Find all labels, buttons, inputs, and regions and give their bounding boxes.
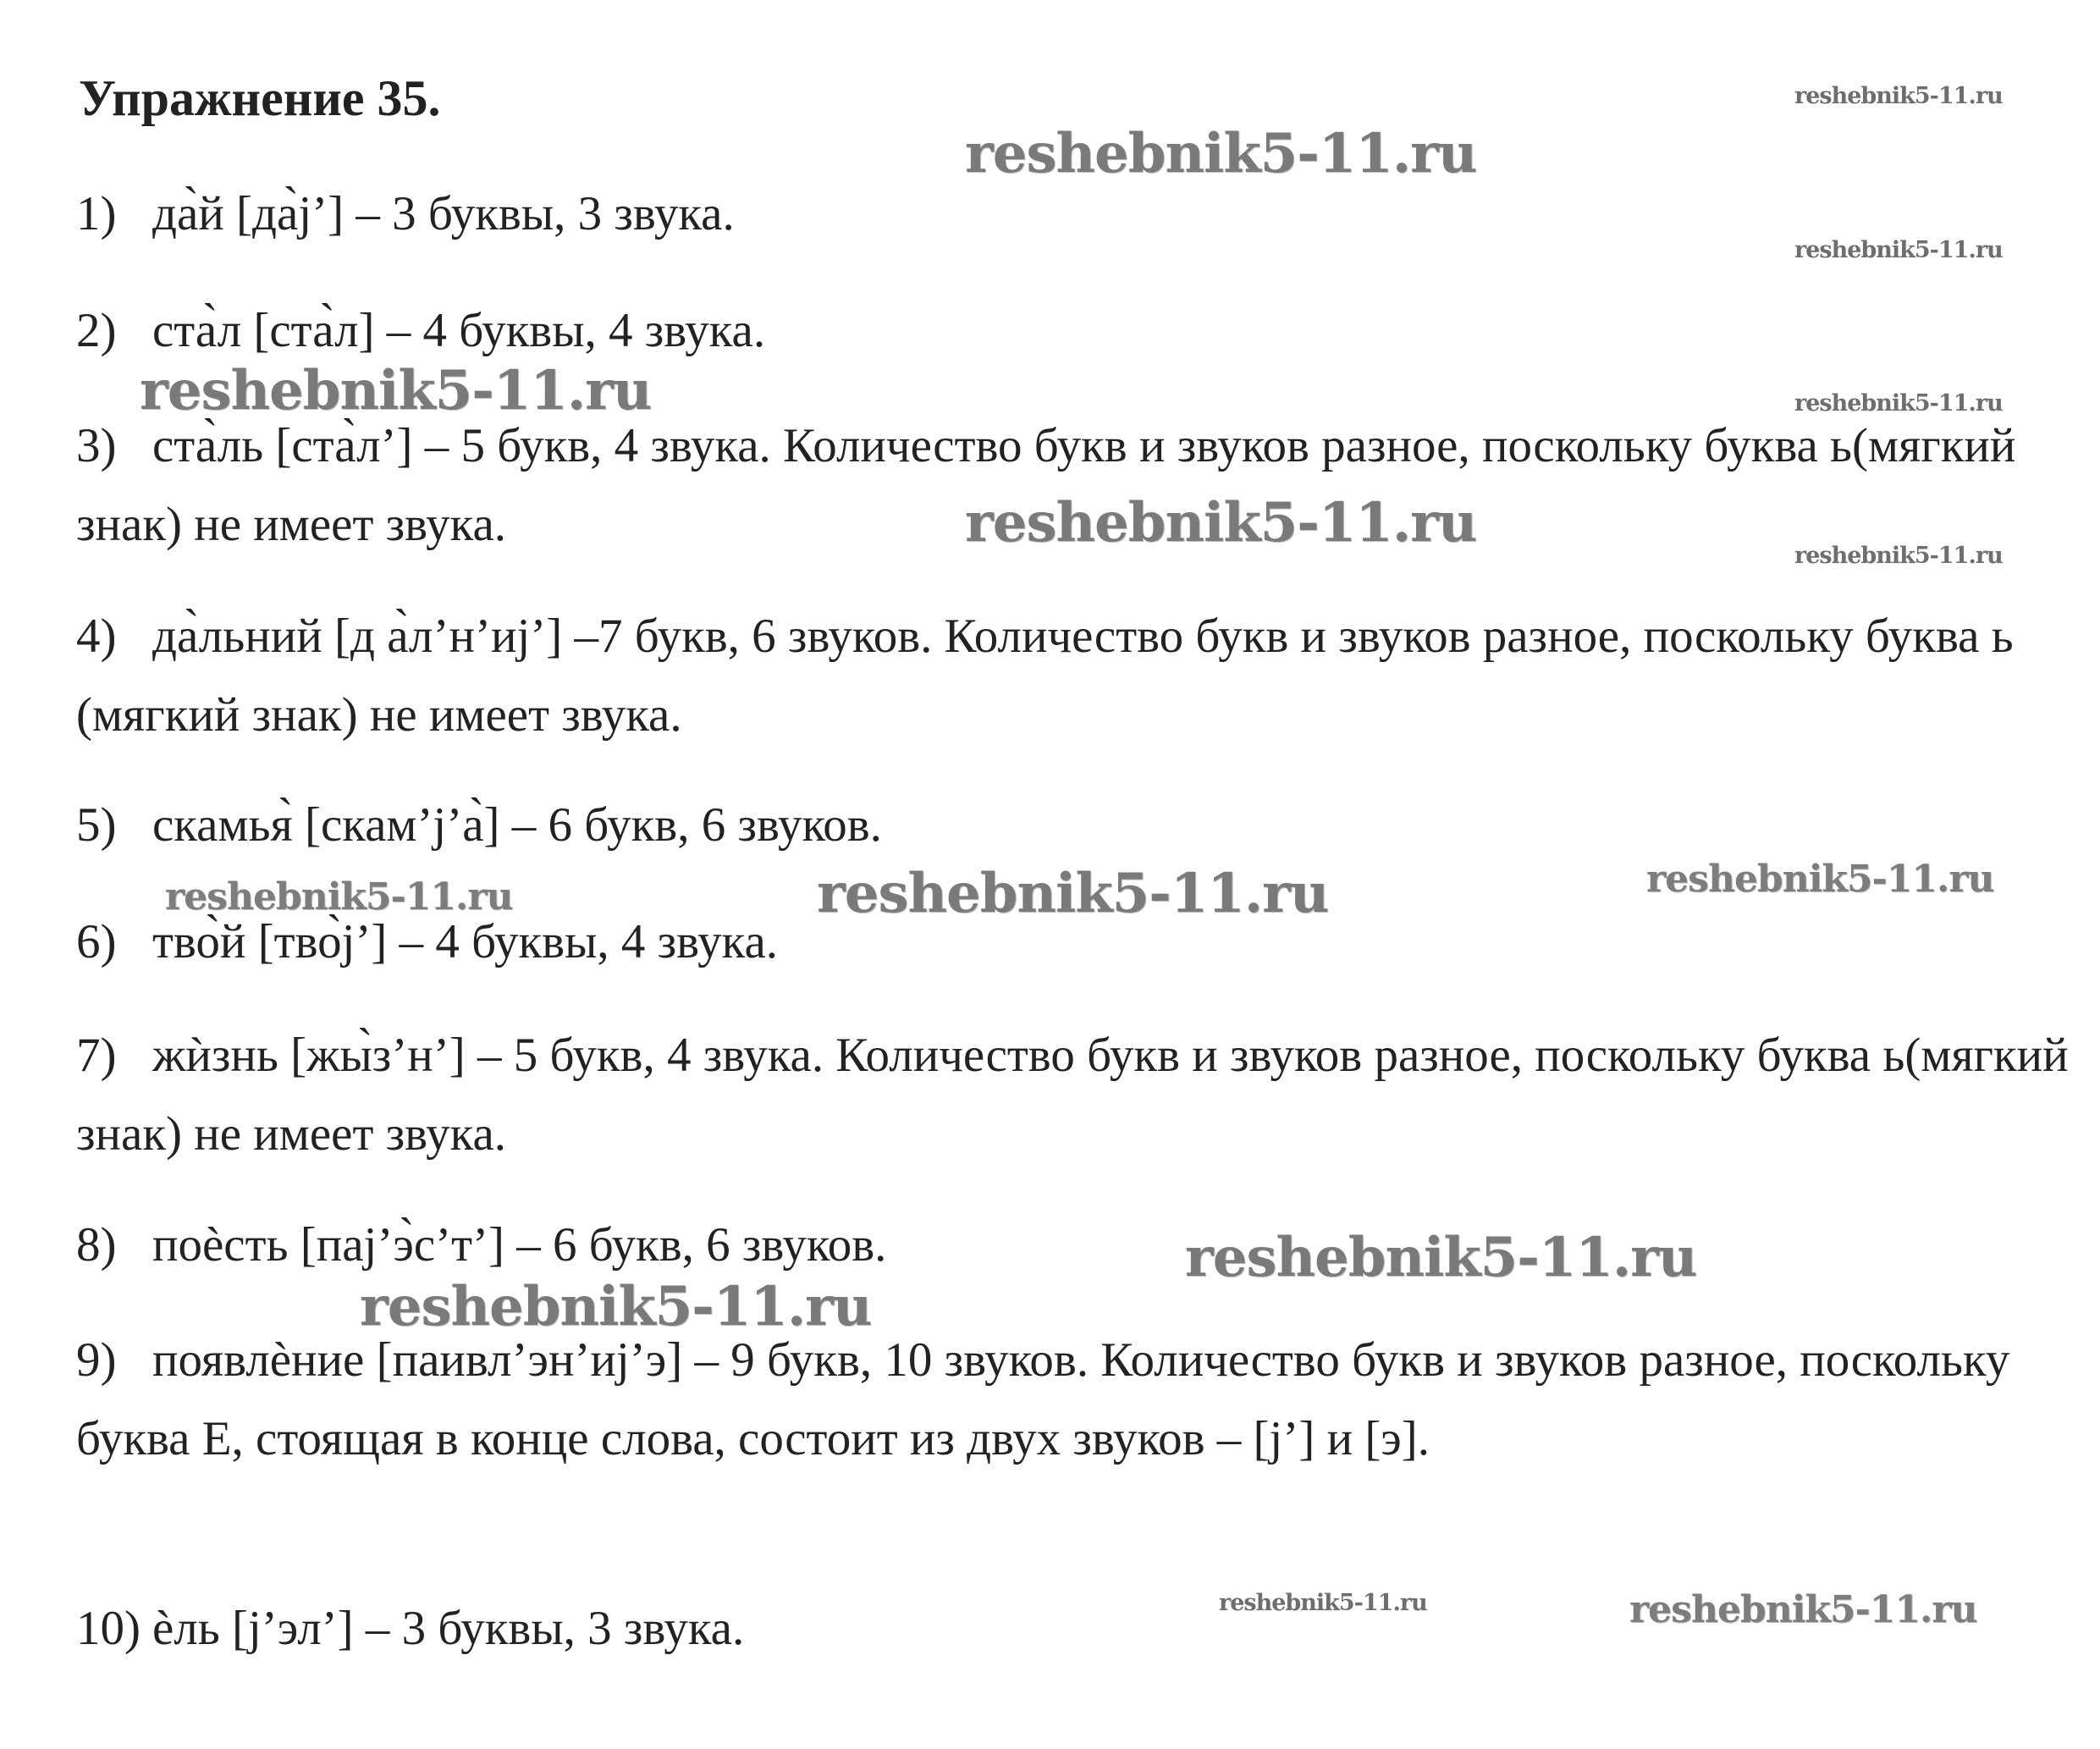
item-text: тво̀й [тво̀j’] – 4 буквы, 4 звука. xyxy=(152,915,778,968)
watermark: reshebnik5-11.ru xyxy=(165,875,513,919)
item-number: 4) xyxy=(76,610,117,663)
item-number: 2) xyxy=(76,304,117,357)
watermark: reshebnik5-11.ru xyxy=(1185,1226,1697,1289)
item-number: 9) xyxy=(76,1333,117,1387)
item-text: ста̀л [ста̀л] – 4 буквы, 4 звука. xyxy=(152,304,766,357)
watermark: reshebnik5-11.ru xyxy=(1794,543,2003,569)
exercise-item-1 xyxy=(76,174,2074,253)
item-number: 6) xyxy=(76,915,117,968)
watermark: reshebnik5-11.ru xyxy=(140,359,652,422)
exercise-item-8 xyxy=(76,1206,2074,1289)
item-text: появлѐние [паивл’эн’иj’э] – 9 букв, 10 звуков. Количество букв и звуков разное, поскольку буква Е, стоящая в конце слова, состоит из двух звуков – [j’] и [э]. xyxy=(76,1333,2010,1465)
item-text: поѐсть [паj’э̀с’т’] – 6 букв, 6 звуков. xyxy=(152,1218,887,1272)
item-number: 7) xyxy=(76,1029,117,1082)
exercise-title: Упражнение 35. xyxy=(79,70,441,126)
watermark: reshebnik5-11.ru xyxy=(1219,1590,1427,1616)
exercise-item-5 xyxy=(76,786,2074,864)
watermark: reshebnik5-11.ru xyxy=(965,491,1477,554)
watermark: reshebnik5-11.ru xyxy=(1794,390,2003,417)
item-number: 1) xyxy=(76,187,117,240)
watermark: reshebnik5-11.ru xyxy=(1794,83,2003,109)
exercise-item-4 xyxy=(76,597,2074,754)
watermark: reshebnik5-11.ru xyxy=(1646,858,1994,901)
exercise-item-9 xyxy=(76,1321,2074,1478)
item-text: ста̀ль [ста̀л’] – 5 букв, 4 звука. Количество букв и звуков разное, поскольку буква ь(мягкий знак) не имеет звука. xyxy=(76,419,2016,551)
watermark: reshebnik5-11.ru xyxy=(817,862,1329,925)
item-text: жѝзнь [жы̀з’н’] – 5 букв, 4 звука. Количество букв и звуков разное, поскольку буква ь(мягкий знак) не имеет звука. xyxy=(76,1029,2069,1161)
item-text: да̀й [да̀j’] – 3 буквы, 3 звука. xyxy=(152,187,735,240)
watermark: reshebnik5-11.ru xyxy=(1794,237,2003,263)
watermark: reshebnik5-11.ru xyxy=(360,1275,872,1338)
item-text: скамья̀ [скам’j’а̀] – 6 букв, 6 звуков. xyxy=(152,798,882,852)
item-number: 10) xyxy=(76,1602,141,1655)
exercise-item-7 xyxy=(76,1016,2074,1173)
item-number: 8) xyxy=(76,1218,117,1272)
item-text: ѐль [j’эл’] – 3 буквы, 3 звука. xyxy=(152,1602,745,1655)
item-number: 3) xyxy=(76,419,117,472)
item-number: 5) xyxy=(76,798,117,852)
watermark: reshebnik5-11.ru xyxy=(965,122,1477,185)
item-text: да̀льний [д а̀л’н’иj’] –7 букв, 6 звуков. Количество букв и звуков разное, поскольку буква ь (мягкий знак) не имеет звука. xyxy=(76,610,2014,742)
watermark: reshebnik5-11.ru xyxy=(1629,1588,1977,1631)
